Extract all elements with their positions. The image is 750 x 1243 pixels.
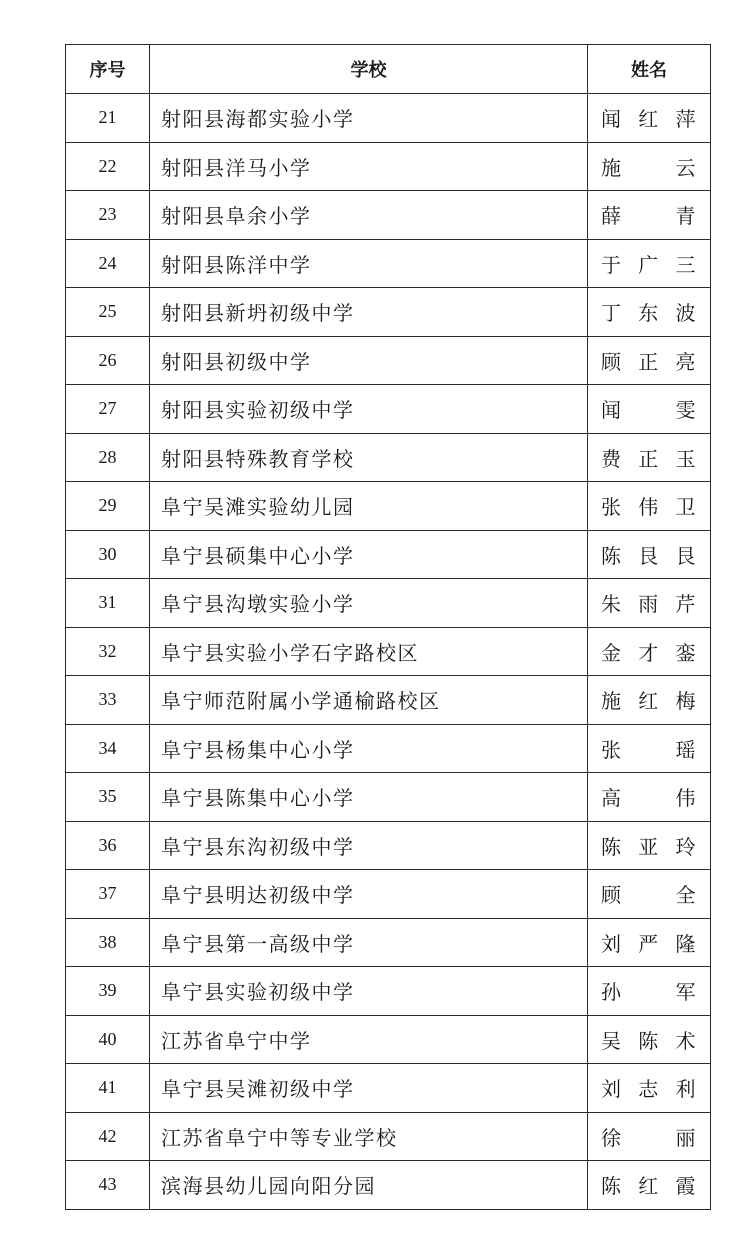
school-name-cell: 阜宁县东沟初级中学 (150, 821, 588, 870)
person-name-cell (588, 773, 711, 822)
row-number-cell: 36 (66, 821, 150, 870)
person-name-cell (588, 142, 711, 191)
table-row (66, 1161, 711, 1210)
person-name-text: 顾 全 (601, 883, 697, 908)
person-name-text: 于广三 (601, 252, 697, 277)
table-row (66, 773, 711, 822)
row-number-cell: 33 (66, 676, 150, 725)
table-row (66, 336, 711, 385)
person-name-cell (588, 239, 711, 288)
table-row (66, 94, 711, 143)
table-row (66, 967, 711, 1016)
row-number-cell: 29 (66, 482, 150, 531)
person-name-text: 金才銮 (601, 640, 697, 665)
school-name-cell: 射阳县洋马小学 (150, 142, 588, 191)
person-name-text: 张 瑶 (601, 737, 697, 762)
row-number-cell: 23 (66, 191, 150, 240)
person-name-cell (588, 918, 711, 967)
table-row (66, 676, 711, 725)
person-name-cell (588, 94, 711, 143)
person-name-cell (588, 530, 711, 579)
row-number-cell: 37 (66, 870, 150, 919)
person-name-text: 刘严隆 (601, 931, 697, 956)
row-number-cell: 25 (66, 288, 150, 337)
school-name-cell: 阜宁县明达初级中学 (150, 870, 588, 919)
school-name-cell: 阜宁县实验小学石字路校区 (150, 627, 588, 676)
table-row (66, 579, 711, 628)
school-name-cell: 阜宁县硕集中心小学 (150, 530, 588, 579)
row-number-cell: 42 (66, 1112, 150, 1161)
person-name-text: 刘志利 (601, 1077, 697, 1102)
person-name-cell (588, 627, 711, 676)
person-name-text: 陈红霞 (601, 1174, 697, 1199)
table-row (66, 239, 711, 288)
person-name-cell (588, 724, 711, 773)
school-name-cell: 阜宁吴滩实验幼儿园 (150, 482, 588, 531)
school-name-cell: 射阳县特殊教育学校 (150, 433, 588, 482)
school-name-cell: 滨海县幼儿园向阳分园 (150, 1161, 588, 1210)
school-name-cell: 阜宁县吴滩初级中学 (150, 1064, 588, 1113)
person-name-text: 孙 军 (601, 980, 697, 1005)
person-name-text: 闻红萍 (601, 107, 697, 132)
row-number-cell: 38 (66, 918, 150, 967)
person-name-text: 薛 青 (601, 204, 697, 229)
person-name-text: 施 云 (601, 155, 697, 180)
row-number-cell: 34 (66, 724, 150, 773)
person-name-cell (588, 1161, 711, 1210)
person-name-cell (588, 579, 711, 628)
school-name-cell: 阜宁县实验初级中学 (150, 967, 588, 1016)
person-name-text: 朱雨芹 (601, 592, 697, 617)
person-name-cell (588, 1112, 711, 1161)
person-name-cell (588, 1064, 711, 1113)
header-number: 序号 (66, 45, 150, 94)
table-row (66, 1112, 711, 1161)
person-name-cell (588, 821, 711, 870)
header-row (66, 45, 711, 94)
person-name-cell (588, 385, 711, 434)
row-number-cell: 43 (66, 1161, 150, 1210)
row-number-cell: 22 (66, 142, 150, 191)
table-row (66, 918, 711, 967)
school-name-table (65, 44, 711, 1210)
row-number-cell: 28 (66, 433, 150, 482)
person-name-text: 吴陈术 (601, 1028, 697, 1053)
row-number-cell: 30 (66, 530, 150, 579)
school-name-cell: 射阳县实验初级中学 (150, 385, 588, 434)
table-row (66, 724, 711, 773)
table-row (66, 482, 711, 531)
row-number-cell: 24 (66, 239, 150, 288)
row-number-cell: 35 (66, 773, 150, 822)
person-name-text: 张伟卫 (601, 495, 697, 520)
person-name-cell (588, 870, 711, 919)
table-row (66, 870, 711, 919)
person-name-cell (588, 336, 711, 385)
person-name-text: 陈亚玲 (601, 834, 697, 859)
school-name-cell: 射阳县新坍初级中学 (150, 288, 588, 337)
table-row (66, 627, 711, 676)
header-school: 学校 (150, 45, 588, 94)
school-name-cell: 阜宁县沟墩实验小学 (150, 579, 588, 628)
person-name-text: 徐 丽 (601, 1125, 697, 1150)
person-name-cell (588, 191, 711, 240)
person-name-cell (588, 967, 711, 1016)
row-number-cell: 26 (66, 336, 150, 385)
person-name-text: 丁东波 (601, 301, 697, 326)
row-number-cell: 31 (66, 579, 150, 628)
school-name-cell: 阜宁县陈集中心小学 (150, 773, 588, 822)
row-number-cell: 41 (66, 1064, 150, 1113)
person-name-cell (588, 1015, 711, 1064)
person-name-text: 施红梅 (601, 689, 697, 714)
row-number-cell: 40 (66, 1015, 150, 1064)
table-row (66, 142, 711, 191)
header-name: 姓名 (588, 45, 711, 94)
school-name-cell: 江苏省阜宁中学 (150, 1015, 588, 1064)
person-name-cell (588, 433, 711, 482)
school-name-cell: 阜宁县第一高级中学 (150, 918, 588, 967)
person-name-text: 顾正亮 (601, 349, 697, 374)
table-body (66, 94, 711, 1210)
person-name-cell (588, 676, 711, 725)
table-row (66, 385, 711, 434)
row-number-cell: 21 (66, 94, 150, 143)
school-name-cell: 射阳县阜余小学 (150, 191, 588, 240)
school-name-cell: 射阳县初级中学 (150, 336, 588, 385)
person-name-text: 陈艮艮 (601, 543, 697, 568)
table-row (66, 821, 711, 870)
table-row (66, 288, 711, 337)
table-row (66, 1064, 711, 1113)
table-row (66, 1015, 711, 1064)
table-row (66, 433, 711, 482)
table-header (66, 45, 711, 94)
school-name-cell: 射阳县海都实验小学 (150, 94, 588, 143)
person-name-text: 闻 雯 (601, 398, 697, 423)
school-name-cell: 阜宁师范附属小学通榆路校区 (150, 676, 588, 725)
row-number-cell: 27 (66, 385, 150, 434)
school-name-cell: 射阳县陈洋中学 (150, 239, 588, 288)
person-name-text: 高 伟 (601, 786, 697, 811)
row-number-cell: 32 (66, 627, 150, 676)
person-name-cell (588, 288, 711, 337)
table-row (66, 530, 711, 579)
person-name-text: 费正玉 (601, 446, 697, 471)
person-name-cell (588, 482, 711, 531)
row-number-cell: 39 (66, 967, 150, 1016)
school-name-cell: 江苏省阜宁中等专业学校 (150, 1112, 588, 1161)
school-name-cell: 阜宁县杨集中心小学 (150, 724, 588, 773)
table-row (66, 191, 711, 240)
